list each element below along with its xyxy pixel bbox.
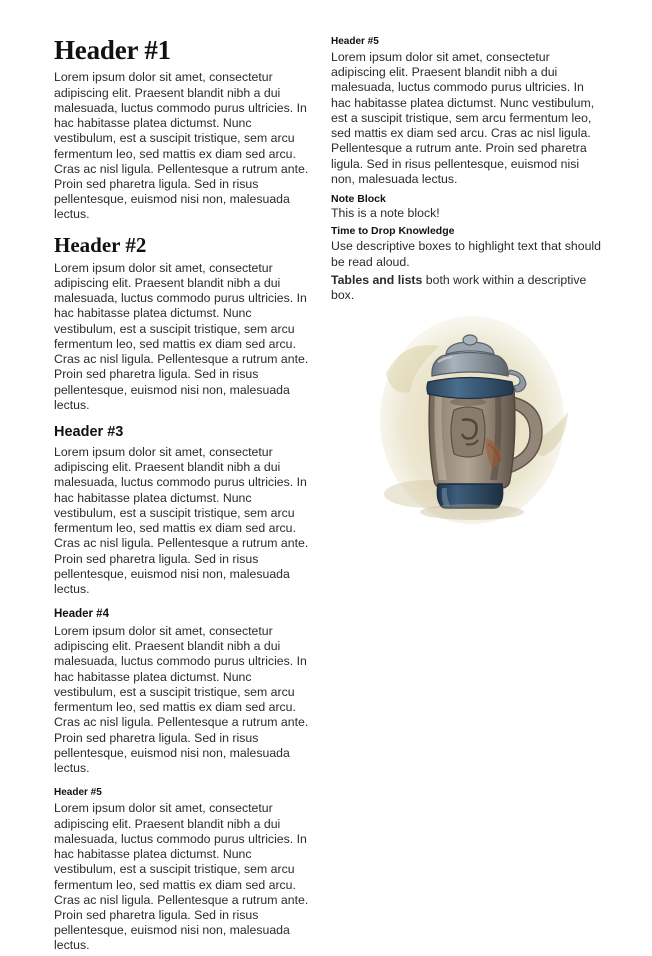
heading-1: Header #1: [54, 35, 171, 65]
descriptive-box-title: Time to Drop Knowledge: [331, 225, 455, 238]
section-right-header-5: [331, 36, 601, 187]
paragraph-2: Lorem ipsum dolor sit amet, consectetur adipiscing elit. Praesent blandit nibh a dui malesuada, luctus commodo purus ultricies. In hac habitasse platea dictumst. Nunc vestibulum, est a suscipit tristique, sem arcu fermentum leo, sed mattis ex diam sed arcu. Cras ac nisl ligula. Pellentesque a rutrum ante. Proin sed pharetra ligula. Sed in risus pellentesque, euismod nisi non, malesuada lectus.: [54, 260, 309, 412]
section-header-1: [54, 36, 314, 223]
heading-3: Header #3: [54, 424, 124, 441]
beer-stein-illustration: [368, 288, 582, 536]
section-header-5: [54, 787, 314, 953]
descriptive-box-body: Use descriptive boxes to highlight text that should be read aloud.: [331, 239, 602, 269]
beer-stein-icon: [368, 288, 582, 536]
stein-collar: [427, 378, 513, 399]
section-header-4: [54, 608, 314, 776]
note-block: [331, 193, 601, 221]
note-block-body: This is a note block!: [331, 206, 440, 221]
section-header-2: [54, 234, 314, 413]
paragraph-1: Lorem ipsum dolor sit amet, consectetur adipiscing elit. Praesent blandit nibh a dui malesuada, luctus commodo purus ultricies. In hac habitasse platea dictumst. Nunc vestibulum, est a suscipit tristique, sem arcu fermentum leo, sed mattis ex diam sed arcu. Cras ac nisl ligula. Pellentesque a rutrum ante. Proin sed pharetra ligula. Sed in risus pellentesque, euismod nisi non, malesuada lectus.: [54, 70, 309, 222]
paragraph-4: Lorem ipsum dolor sit amet, consectetur adipiscing elit. Praesent blandit nibh a dui malesuada, luctus commodo purus ultricies. In hac habitasse platea dictumst. Nunc vestibulum, est a suscipit tristique, sem arcu fermentum leo, sed mattis ex diam sed arcu. Cras ac nisl ligula. Pellentesque a rutrum ante. Proin sed pharetra ligula. Sed in risus pellentesque, euismod nisi non, malesuada lectus.: [54, 624, 309, 776]
stein-shadow: [420, 504, 524, 520]
stein-body: [429, 388, 515, 488]
note-block-title: Note Block: [331, 193, 386, 206]
descriptive-box-emphasis: Tables and lists: [331, 272, 423, 287]
paragraph-right-1: Lorem ipsum dolor sit amet, consectetur adipiscing elit. Praesent blandit nibh a dui malesuada, luctus commodo purus ultricies. In hac habitasse platea dictumst. Nunc vestibulum, est a suscipit tristique, sem arcu fermentum leo, sed mattis ex diam sed arcu. Cras ac nisl ligula. Pellentesque a rutrum ante. Proin sed pharetra ligula. Sed in risus pellentesque, euismod nisi non, malesuada lectus.: [331, 50, 595, 186]
paragraph-3: Lorem ipsum dolor sit amet, consectetur adipiscing elit. Praesent blandit nibh a dui malesuada, luctus commodo purus ultricies. In hac habitasse platea dictumst. Nunc vestibulum, est a suscipit tristique, sem arcu fermentum leo, sed mattis ex diam sed arcu. Cras ac nisl ligula. Pellentesque a rutrum ante. Proin sed pharetra ligula. Sed in risus pellentesque, euismod nisi non, malesuada lectus.: [54, 445, 309, 597]
right-column: [331, 36, 601, 306]
heading-2: Header #2: [54, 232, 147, 257]
heading-4: Header #4: [54, 608, 109, 621]
section-header-3: [54, 425, 314, 597]
left-column: [54, 36, 314, 956]
heading-5-right: Header #5: [331, 36, 379, 47]
paragraph-5: Lorem ipsum dolor sit amet, consectetur adipiscing elit. Praesent blandit nibh a dui malesuada, luctus commodo purus ultricies. In hac habitasse platea dictumst. Nunc vestibulum, est a suscipit tristique, sem arcu fermentum leo, sed mattis ex diam sed arcu. Cras ac nisl ligula. Pellentesque a rutrum ante. Proin sed pharetra ligula. Sed in risus pellentesque, euismod nisi non, malesuada lectus.: [54, 801, 309, 953]
heading-5: Header #5: [54, 787, 102, 799]
descriptive-box-tail-text: both work within a descriptive box.: [331, 272, 587, 303]
